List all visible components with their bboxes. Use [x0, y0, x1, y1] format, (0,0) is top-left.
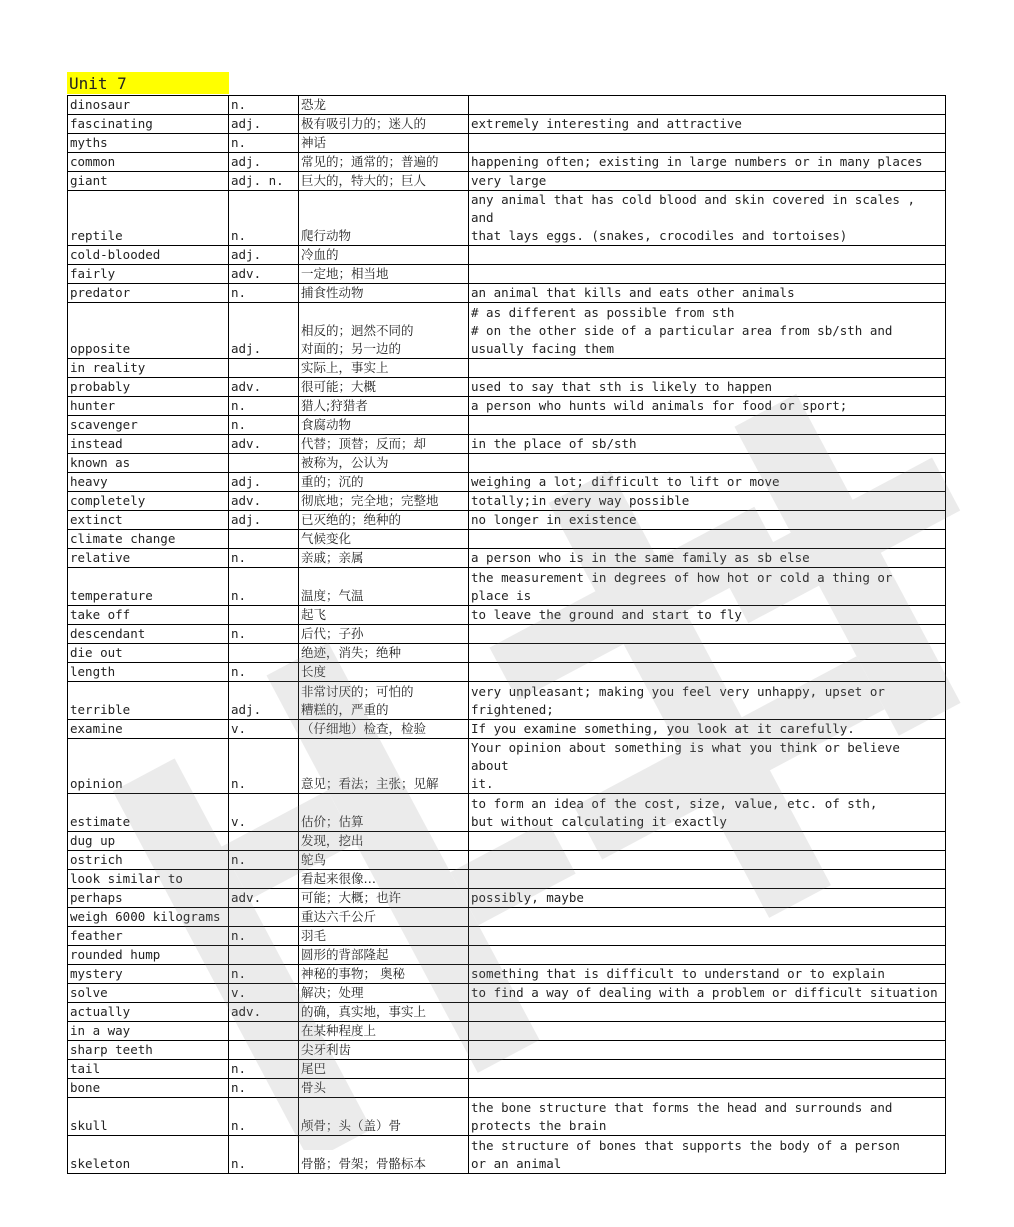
table-row	[68, 284, 946, 303]
part-of-speech: n.	[229, 1136, 299, 1174]
vocab-word: fairly	[68, 265, 229, 284]
chinese-meaning: 圆形的背部隆起	[299, 946, 469, 965]
vocab-word: skeleton	[68, 1136, 229, 1174]
english-definition: the measurement in degrees of how hot or cold a thing or place is	[469, 568, 946, 606]
vocab-word: common	[68, 153, 229, 172]
vocab-word: cold-blooded	[68, 246, 229, 265]
english-definition	[469, 454, 946, 473]
table-row	[68, 682, 946, 720]
part-of-speech: n.	[229, 284, 299, 303]
english-definition	[469, 946, 946, 965]
table-row	[68, 851, 946, 870]
vocab-word: fascinating	[68, 115, 229, 134]
english-definition: something that is difficult to understand or to explain	[469, 965, 946, 984]
chinese-meaning: 发现，挖出	[299, 832, 469, 851]
chinese-meaning: 实际上，事实上	[299, 359, 469, 378]
english-definition: very unpleasant; making you feel very unhappy, upset or frightened;	[469, 682, 946, 720]
part-of-speech: adv.	[229, 378, 299, 397]
vocab-word: perhaps	[68, 889, 229, 908]
vocab-word: die out	[68, 644, 229, 663]
chinese-meaning: 的确，真实地，事实上	[299, 1003, 469, 1022]
vocab-word: climate change	[68, 530, 229, 549]
english-definition	[469, 663, 946, 682]
vocab-word: feather	[68, 927, 229, 946]
english-definition: in the place of sb/sth	[469, 435, 946, 454]
vocabulary-table	[67, 95, 946, 1174]
vocab-word: terrible	[68, 682, 229, 720]
chinese-meaning: 羽毛	[299, 927, 469, 946]
table-row	[68, 908, 946, 927]
part-of-speech: n.	[229, 625, 299, 644]
part-of-speech	[229, 1041, 299, 1060]
table-row	[68, 115, 946, 134]
unit-title: Unit 7	[67, 72, 229, 94]
chinese-meaning: 极有吸引力的；迷人的	[299, 115, 469, 134]
chinese-meaning: （仔细地）检查，检验	[299, 720, 469, 739]
table-row	[68, 965, 946, 984]
vocab-word: skull	[68, 1098, 229, 1136]
chinese-meaning: 后代；子孙	[299, 625, 469, 644]
part-of-speech: adj.	[229, 511, 299, 530]
part-of-speech: adj. n.	[229, 172, 299, 191]
part-of-speech: adv.	[229, 265, 299, 284]
part-of-speech: n.	[229, 739, 299, 794]
chinese-meaning: 骨骼；骨架；骨骼标本	[299, 1136, 469, 1174]
chinese-meaning: 神秘的事物； 奥秘	[299, 965, 469, 984]
chinese-meaning: 已灭绝的；绝种的	[299, 511, 469, 530]
chinese-meaning: 意见；看法；主张；见解	[299, 739, 469, 794]
english-definition: extremely interesting and attractive	[469, 115, 946, 134]
chinese-meaning: 解决；处理	[299, 984, 469, 1003]
part-of-speech	[229, 832, 299, 851]
vocab-word: extinct	[68, 511, 229, 530]
vocab-word: descendant	[68, 625, 229, 644]
english-definition: used to say that sth is likely to happen	[469, 378, 946, 397]
table-row	[68, 1098, 946, 1136]
english-definition	[469, 1003, 946, 1022]
part-of-speech: n.	[229, 416, 299, 435]
chinese-meaning: 常见的；通常的；普遍的	[299, 153, 469, 172]
part-of-speech: adj.	[229, 473, 299, 492]
chinese-meaning: 代替；顶替；反而；却	[299, 435, 469, 454]
english-definition: # as different as possible from sth # on the other side of a particular area from sb/sth and usually facing them	[469, 303, 946, 359]
chinese-meaning: 巨大的，特大的；巨人	[299, 172, 469, 191]
chinese-meaning: 气候变化	[299, 530, 469, 549]
english-definition: a person who hunts wild animals for food or sport;	[469, 397, 946, 416]
english-definition: to find a way of dealing with a problem or difficult situation	[469, 984, 946, 1003]
english-definition: no longer in existence	[469, 511, 946, 530]
vocab-word: in reality	[68, 359, 229, 378]
part-of-speech: adj.	[229, 115, 299, 134]
vocab-word: instead	[68, 435, 229, 454]
english-definition	[469, 908, 946, 927]
table-row	[68, 625, 946, 644]
english-definition: any animal that has cold blood and skin covered in scales , and that lays eggs. (snakes, crocodiles and tortoises)	[469, 191, 946, 246]
vocab-word: known as	[68, 454, 229, 473]
english-definition	[469, 265, 946, 284]
table-row	[68, 359, 946, 378]
vocab-word: in a way	[68, 1022, 229, 1041]
english-definition: an animal that kills and eats other animals	[469, 284, 946, 303]
table-row	[68, 1003, 946, 1022]
table-row	[68, 134, 946, 153]
chinese-meaning: 颅骨；头（盖）骨	[299, 1098, 469, 1136]
table-row	[68, 1060, 946, 1079]
vocab-word: look similar to	[68, 870, 229, 889]
chinese-meaning: 神话	[299, 134, 469, 153]
chinese-meaning: 非常讨厌的；可怕的 糟糕的，严重的	[299, 682, 469, 720]
part-of-speech: n.	[229, 134, 299, 153]
vocab-word: probably	[68, 378, 229, 397]
chinese-meaning: 彻底地；完全地；完整地	[299, 492, 469, 511]
table-row	[68, 96, 946, 115]
english-definition	[469, 927, 946, 946]
english-definition	[469, 530, 946, 549]
vocab-word: examine	[68, 720, 229, 739]
part-of-speech: adj.	[229, 153, 299, 172]
part-of-speech: v.	[229, 720, 299, 739]
part-of-speech	[229, 1022, 299, 1041]
part-of-speech: adj.	[229, 303, 299, 359]
chinese-meaning: 在某种程度上	[299, 1022, 469, 1041]
english-definition: Your opinion about something is what you think or believe about it.	[469, 739, 946, 794]
chinese-meaning: 看起来很像…	[299, 870, 469, 889]
english-definition	[469, 246, 946, 265]
part-of-speech	[229, 946, 299, 965]
vocab-word: hunter	[68, 397, 229, 416]
table-row	[68, 435, 946, 454]
english-definition	[469, 851, 946, 870]
english-definition	[469, 625, 946, 644]
table-row	[68, 265, 946, 284]
chinese-meaning: 重的；沉的	[299, 473, 469, 492]
vocab-word: tail	[68, 1060, 229, 1079]
chinese-meaning: 鸵鸟	[299, 851, 469, 870]
vocab-word: giant	[68, 172, 229, 191]
english-definition: to form an idea of the cost, size, value, etc. of sth, but without calculating it exactly	[469, 794, 946, 832]
english-definition	[469, 1041, 946, 1060]
table-row	[68, 794, 946, 832]
part-of-speech: n.	[229, 1079, 299, 1098]
english-definition	[469, 134, 946, 153]
table-row	[68, 984, 946, 1003]
part-of-speech	[229, 870, 299, 889]
table-row	[68, 946, 946, 965]
english-definition	[469, 870, 946, 889]
vocab-word: dinosaur	[68, 96, 229, 115]
vocab-word: temperature	[68, 568, 229, 606]
vocab-word: predator	[68, 284, 229, 303]
part-of-speech: n.	[229, 1098, 299, 1136]
vocab-word: completely	[68, 492, 229, 511]
part-of-speech: n.	[229, 1060, 299, 1079]
table-row	[68, 191, 946, 246]
table-row	[68, 511, 946, 530]
table-row	[68, 1136, 946, 1174]
table-row	[68, 454, 946, 473]
table-row	[68, 303, 946, 359]
table-row	[68, 889, 946, 908]
part-of-speech: adv.	[229, 435, 299, 454]
chinese-meaning: 很可能；大概	[299, 378, 469, 397]
vocab-word: take off	[68, 606, 229, 625]
table-row	[68, 832, 946, 851]
chinese-meaning: 起飞	[299, 606, 469, 625]
vocab-word: solve	[68, 984, 229, 1003]
table-row	[68, 663, 946, 682]
part-of-speech: n.	[229, 663, 299, 682]
table-row	[68, 1079, 946, 1098]
vocab-word: relative	[68, 549, 229, 568]
chinese-meaning: 一定地；相当地	[299, 265, 469, 284]
chinese-meaning: 温度；气温	[299, 568, 469, 606]
table-row	[68, 606, 946, 625]
english-definition	[469, 1060, 946, 1079]
table-row	[68, 153, 946, 172]
vocab-word: myths	[68, 134, 229, 153]
table-row	[68, 397, 946, 416]
vocab-word: length	[68, 663, 229, 682]
table-row	[68, 530, 946, 549]
part-of-speech	[229, 908, 299, 927]
table-row	[68, 172, 946, 191]
part-of-speech	[229, 530, 299, 549]
english-definition: to leave the ground and start to fly	[469, 606, 946, 625]
part-of-speech	[229, 644, 299, 663]
table-row	[68, 568, 946, 606]
english-definition: very large	[469, 172, 946, 191]
english-definition: totally;in every way possible	[469, 492, 946, 511]
chinese-meaning: 恐龙	[299, 96, 469, 115]
vocab-word: estimate	[68, 794, 229, 832]
table-row	[68, 739, 946, 794]
table-row	[68, 378, 946, 397]
chinese-meaning: 爬行动物	[299, 191, 469, 246]
chinese-meaning: 可能；大概；也许	[299, 889, 469, 908]
chinese-meaning: 估价；估算	[299, 794, 469, 832]
part-of-speech: n.	[229, 549, 299, 568]
table-row	[68, 246, 946, 265]
chinese-meaning: 尾巴	[299, 1060, 469, 1079]
part-of-speech	[229, 359, 299, 378]
table-row	[68, 720, 946, 739]
vocab-word: dug up	[68, 832, 229, 851]
part-of-speech	[229, 606, 299, 625]
vocab-word: scavenger	[68, 416, 229, 435]
part-of-speech: adv.	[229, 492, 299, 511]
vocab-word: ostrich	[68, 851, 229, 870]
part-of-speech: n.	[229, 96, 299, 115]
table-row	[68, 927, 946, 946]
table-row	[68, 549, 946, 568]
english-definition: weighing a lot; difficult to lift or move	[469, 473, 946, 492]
table-row	[68, 492, 946, 511]
english-definition	[469, 96, 946, 115]
part-of-speech: n.	[229, 191, 299, 246]
english-definition	[469, 1022, 946, 1041]
english-definition	[469, 644, 946, 663]
vocab-word: actually	[68, 1003, 229, 1022]
chinese-meaning: 绝迹，消失；绝种	[299, 644, 469, 663]
vocab-word: mystery	[68, 965, 229, 984]
table-row	[68, 1041, 946, 1060]
part-of-speech: adv.	[229, 889, 299, 908]
part-of-speech: n.	[229, 851, 299, 870]
vocab-word: heavy	[68, 473, 229, 492]
chinese-meaning: 捕食性动物	[299, 284, 469, 303]
part-of-speech: v.	[229, 984, 299, 1003]
english-definition: a person who is in the same family as sb else	[469, 549, 946, 568]
english-definition	[469, 416, 946, 435]
english-definition: the structure of bones that supports the body of a person or an animal	[469, 1136, 946, 1174]
chinese-meaning: 尖牙利齿	[299, 1041, 469, 1060]
chinese-meaning: 重达六千公斤	[299, 908, 469, 927]
vocab-word: weigh 6000 kilograms	[68, 908, 229, 927]
vocab-word: sharp teeth	[68, 1041, 229, 1060]
vocab-word: opinion	[68, 739, 229, 794]
chinese-meaning: 骨头	[299, 1079, 469, 1098]
part-of-speech: v.	[229, 794, 299, 832]
chinese-meaning: 猎人;狩猎者	[299, 397, 469, 416]
part-of-speech: adj.	[229, 246, 299, 265]
chinese-meaning: 长度	[299, 663, 469, 682]
chinese-meaning: 食腐动物	[299, 416, 469, 435]
chinese-meaning: 冷血的	[299, 246, 469, 265]
part-of-speech: adj.	[229, 682, 299, 720]
english-definition: If you examine something, you look at it carefully.	[469, 720, 946, 739]
table-row	[68, 1022, 946, 1041]
part-of-speech	[229, 454, 299, 473]
vocab-word: opposite	[68, 303, 229, 359]
part-of-speech: n.	[229, 568, 299, 606]
english-definition: possibly, maybe	[469, 889, 946, 908]
chinese-meaning: 亲戚；亲属	[299, 549, 469, 568]
part-of-speech: adv.	[229, 1003, 299, 1022]
chinese-meaning: 被称为，公认为	[299, 454, 469, 473]
vocab-word: rounded hump	[68, 946, 229, 965]
vocab-word: reptile	[68, 191, 229, 246]
table-row	[68, 870, 946, 889]
part-of-speech: n.	[229, 965, 299, 984]
english-definition	[469, 1079, 946, 1098]
chinese-meaning: 相反的；迥然不同的 对面的；另一边的	[299, 303, 469, 359]
table-row	[68, 473, 946, 492]
table-row	[68, 644, 946, 663]
part-of-speech: n.	[229, 397, 299, 416]
english-definition: happening often; existing in large numbers or in many places	[469, 153, 946, 172]
english-definition: the bone structure that forms the head and surrounds and protects the brain	[469, 1098, 946, 1136]
english-definition	[469, 832, 946, 851]
table-row	[68, 416, 946, 435]
part-of-speech: n.	[229, 927, 299, 946]
english-definition	[469, 359, 946, 378]
vocab-word: bone	[68, 1079, 229, 1098]
